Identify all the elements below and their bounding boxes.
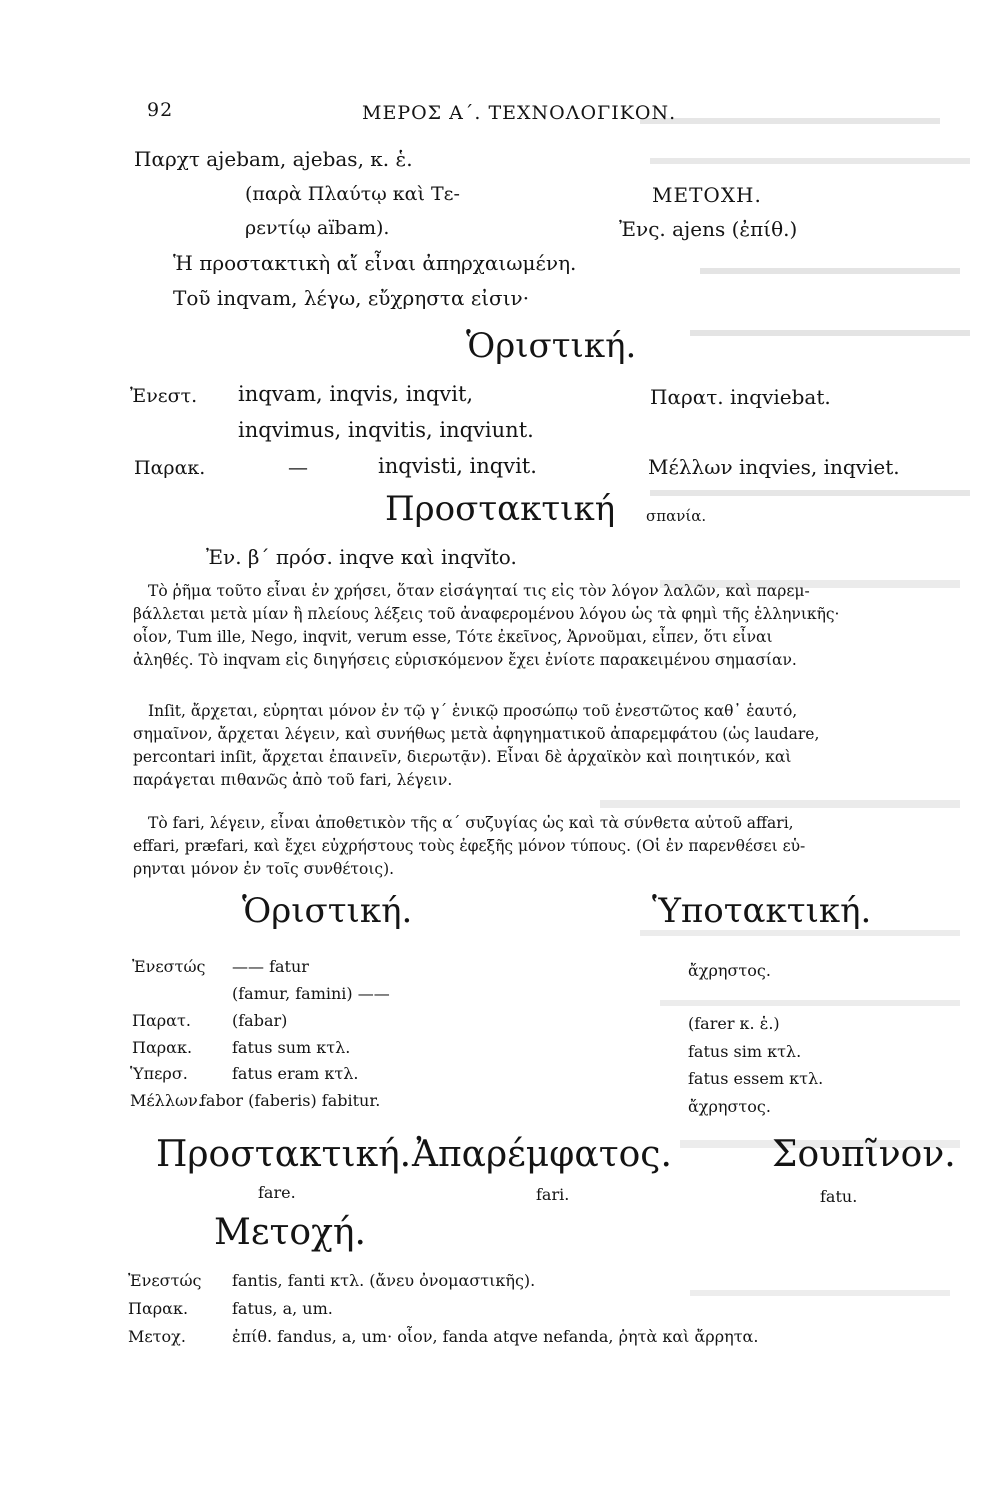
imperative-form-fare: fare. — [258, 1183, 296, 1202]
paragraph-inqvam-usage — [133, 580, 840, 672]
subjunctive-form: fatus essem κτλ. — [688, 1069, 824, 1088]
paragraph-line: παράγεται πιθανῶς ἀπὸ τοῦ fari, λέγειν. — [133, 771, 453, 789]
indicative-form: (famur, famini) —— — [232, 984, 390, 1003]
supine-heading-fari: Σουπῖνον. — [772, 1134, 956, 1175]
subjunctive-form: fatus sim κτλ. — [688, 1042, 802, 1061]
imperative-heading-inqvam: Προστακτική — [385, 489, 616, 529]
tense-label: Μέλλων. — [130, 1091, 203, 1110]
indicative-form: fatus eram κτλ. — [232, 1064, 359, 1083]
subjunctive-form: ἄχρηστος. — [688, 1097, 771, 1116]
future-inqvies: Μέλλων inqvies, inqviet. — [648, 455, 900, 479]
imperfect-inqviebat: Παρατ. inqviebat. — [650, 385, 831, 409]
participle-ajens: Ἐνς. ajens (ἐπίθ.) — [619, 217, 798, 241]
infinitive-form-fari: fari. — [536, 1185, 570, 1204]
paragraph-line: Inſit, ἄρχεται, εὑρηται μόνον ἐν τῷ γ΄ ἑνικῷ προσώπῳ τοῦ ἐνεστῶτος καθ᾽ ἑαυτό, — [148, 702, 798, 720]
imperative-archaic-note: Ἡ προστακτικὴ αἴ εἶναι ἀπηρχαιωμένη. — [173, 251, 577, 275]
rare-note: σπανία. — [646, 507, 707, 525]
paragraph-line: οἷον, Tum ille, Nego, inqvit, verum esse, Τότε ἐκεῖνος, Ἀρνοῦμαι, εἶπεν, ὅτι εἶναι — [133, 628, 773, 646]
inqvam-usable-note: Τοῦ inqvam, λέγω, εὔχρηστα εἰσιν· — [173, 286, 530, 310]
paragraph-line: percontari inſit, ἄρχεται ἐπαινεῖν, διερωτᾷν). Εἶναι δὲ ἀρχαϊκὸν καὶ ποιητικόν, καὶ — [133, 748, 792, 766]
indicative-heading-inqvam: Ὁριστική. — [466, 326, 637, 366]
participle-label: Παρακ. — [128, 1299, 189, 1318]
running-title: ΜΕΡΟΣ Α΄. ΤΕΧΝΟΛΟΓΙΚΟΝ. — [362, 102, 677, 124]
paragraph-line: βάλλεται μετὰ μίαν ἢ πλείους λέξεις τοῦ ἀναφερομένου λόγου ὡς τὰ φημὶ τῆς ἑλληνικῆς· — [133, 605, 840, 623]
tense-label: Παρακ. — [132, 1038, 193, 1057]
paragraph-line: ρηνται μόνον ἐν τοῖς συνθέτοις). — [133, 860, 395, 878]
paragraph-line: effari, præfari, καὶ ἔχει εὐχρήστους τοὺς ἐφεξῆς μόνον τύπους. (Οἱ ἐν παρενθέσει εὑ- — [133, 837, 806, 855]
participle-label: Μετοχ. — [128, 1327, 186, 1346]
imperative-inqve: Ἐν. β΄ πρόσ. inqve καὶ inqvĭto. — [206, 545, 517, 569]
perfect-dash: — — [288, 455, 308, 479]
present-forms-2: inqvimus, inqvitis, inqviunt. — [238, 418, 534, 442]
tense-label: Παρατ. — [132, 1011, 191, 1030]
participle-heading-fari: Μετοχή. — [214, 1212, 366, 1253]
indicative-form: (fabar) — [232, 1011, 288, 1030]
imperative-heading-fari: Προστακτική. — [156, 1134, 412, 1175]
indicative-form: —— fatur — [232, 957, 309, 976]
supine-form-fatu: fatu. — [820, 1187, 858, 1206]
indicative-form: fatus sum κτλ. — [232, 1038, 351, 1057]
participle-form: ἐπίθ. fandus, a, um· οἷον, fanda atqve nefanda, ῥητὰ καὶ ἄρρητα. — [232, 1327, 759, 1346]
perfect-forms: inqvisti, inqvit. — [378, 454, 537, 478]
paragraph-line: Τὸ ῥῆμα τοῦτο εἶναι ἐν χρήσει, ὅταν εἰσάγηταί τις εἰς τὸν λόγον λαλῶν, καὶ παρεμ- — [148, 582, 810, 600]
subjunctive-form: ἄχρηστος. — [688, 961, 771, 980]
participle-label: Ἐνεστώς — [128, 1271, 202, 1290]
participle-form: fatus, a, um. — [232, 1299, 333, 1318]
infinitive-heading-fari: Ἀπαρέμφατος. — [412, 1134, 672, 1175]
participle-heading-ajo: ΜΕΤΟΧΗ. — [652, 183, 762, 207]
paragraph-infit — [133, 700, 820, 792]
paragraph-fari — [133, 812, 806, 881]
page-number: 92 — [147, 99, 174, 121]
indicative-heading-fari: Ὁριστική. — [242, 891, 413, 931]
paragraph-line: ἀληθές. Τὸ inqvam εἰς διηγήσεις εὑρισκόμενον ἔχει ἐνίοτε παρακειμένου σημασίαν. — [133, 651, 797, 669]
subjunctive-heading-fari: Ὑποτακτική. — [652, 891, 872, 931]
tense-label: Ἐνεστώς — [132, 957, 206, 976]
perfect-label: Παρακ. — [134, 457, 206, 479]
tense-label: Ὑπερσ. — [130, 1064, 188, 1083]
paragraph-line: Τὸ fari, λέγειν, εἶναι ἀποθετικὸν τῆς α΄ συζυγίας ὡς καὶ τὰ σύνθετα αὐτοῦ affari, — [148, 814, 794, 832]
plautus-note-line-2: ρεντίῳ aïbam). — [245, 217, 390, 239]
present-label: Ἐνεστ. — [130, 385, 198, 407]
imperfect-ajebam: Παρχτ ajebam, ajebas, κ. ἑ. — [134, 147, 413, 171]
paragraph-line: σημαῖνον, ἄρχεται λέγειν, καὶ συνήθως μετὰ ἀφηγηματικοῦ ἀπαρεμφάτου (ὡς laudare, — [133, 725, 820, 743]
subjunctive-form: (farer κ. ἑ.) — [688, 1014, 780, 1033]
plautus-note-line-1: (παρὰ Πλαύτῳ καὶ Τε- — [245, 183, 460, 205]
participle-form: fantis, fanti κτλ. (ἄνευ ὀνομαστικῆς). — [232, 1271, 536, 1290]
indicative-form: fabor (faberis) fabitur. — [200, 1091, 381, 1110]
present-forms-1: inqvam, inqvis, inqvit, — [238, 382, 474, 406]
